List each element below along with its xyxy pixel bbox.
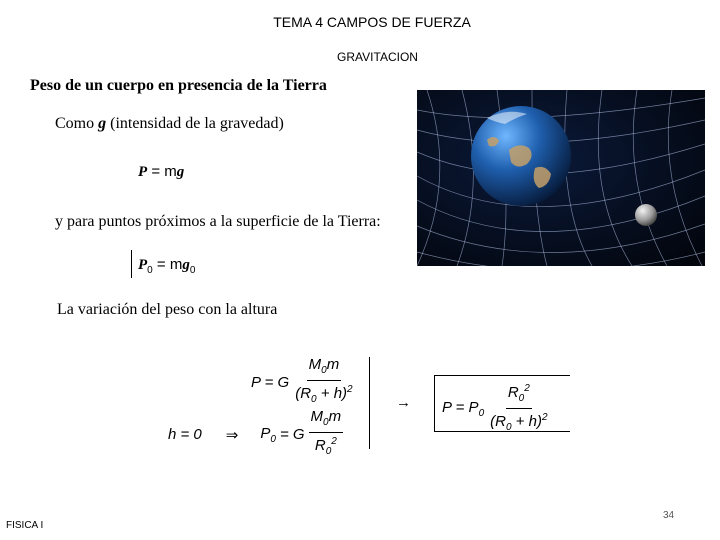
- altitude-den-sub: 0: [311, 394, 317, 405]
- limit-den-sup: 2: [331, 436, 337, 447]
- limit-num-M: M: [310, 408, 324, 425]
- limit-lhs-p: P: [260, 424, 271, 442]
- result-fraction: [488, 381, 549, 436]
- weight-g-symbol: g: [176, 164, 185, 180]
- variation-line: La variación del peso con la altura: [57, 301, 278, 318]
- altitude-lhs: P = G: [251, 374, 290, 391]
- earth-moon-illustration: [417, 90, 705, 266]
- footer-course: FISICA I: [6, 520, 44, 531]
- altitude-num-sub: 0: [321, 365, 327, 376]
- result-den-sub: 0: [505, 422, 512, 433]
- limit-lhs: [260, 425, 276, 445]
- surface-weight-symbol: P: [138, 257, 148, 273]
- weight-equation: [138, 163, 184, 181]
- gravity-line-prefix: Como: [55, 115, 95, 132]
- limit-lhs-sub: 0: [270, 433, 276, 445]
- altitude-numerator: [307, 357, 342, 381]
- limit-fraction: [309, 409, 344, 460]
- result-den-close: + h): [511, 413, 542, 430]
- surface-g-symbol: g: [182, 257, 190, 273]
- surface-weight-equation: [138, 256, 195, 276]
- result-den-open: (R: [490, 413, 506, 430]
- gravity-line-suffix: (intensidad de la gravedad): [110, 115, 284, 132]
- page-subtitle: GRAVITACION: [337, 50, 418, 64]
- altitude-num-M: M: [308, 356, 322, 373]
- result-arrow: →: [396, 394, 411, 411]
- limit-num-m: m: [328, 408, 342, 425]
- implies-symbol: ⇒: [225, 426, 239, 444]
- result-numerator: [506, 381, 532, 409]
- result-lhs: [442, 399, 484, 419]
- result-den-sup: 2: [541, 412, 548, 423]
- altitude-weight-equation: [251, 357, 355, 408]
- result-num-R: R: [507, 384, 519, 401]
- result-equation: [442, 381, 550, 436]
- limit-num-sub: 0: [323, 417, 329, 428]
- surface-line: y para puntos próximos a la superficie de la Tierra:: [55, 213, 381, 230]
- limit-condition: h = 0: [168, 426, 202, 443]
- altitude-den-close: + h): [316, 385, 348, 402]
- surface-equals-m: = m: [156, 256, 183, 273]
- moon-globe: [635, 204, 657, 226]
- limit-denominator: [313, 433, 339, 460]
- gravity-intensity-line: [55, 115, 284, 133]
- equation-divider: [369, 357, 370, 449]
- result-num-sup: 2: [524, 383, 530, 394]
- limit-numerator: [309, 409, 344, 433]
- earth-moon-svg: [417, 90, 705, 266]
- altitude-den-sup: 2: [347, 384, 353, 395]
- gravity-symbol: g: [98, 115, 107, 132]
- altitude-den-open: (R: [295, 385, 312, 402]
- limit-den-R: R: [314, 437, 326, 454]
- weight-symbol: P: [138, 164, 148, 180]
- altitude-denominator: [293, 381, 354, 408]
- section-heading: Peso de un cuerpo en presencia de la Tierra: [30, 77, 327, 94]
- surface-limit-equation: [168, 409, 343, 460]
- equation-bar: [131, 250, 132, 278]
- weight-equals-m: = m: [151, 163, 177, 180]
- altitude-fraction: [293, 357, 354, 408]
- result-num-sub: 0: [518, 393, 525, 404]
- surface-weight-sub: 0: [147, 265, 153, 276]
- page-number: 34: [663, 510, 675, 521]
- result-lhs-sub: 0: [478, 407, 485, 419]
- surface-g-sub: 0: [189, 265, 196, 276]
- page-title: TEMA 4 CAMPOS DE FUERZA: [273, 14, 471, 30]
- result-lhs-text: P = P: [442, 398, 479, 416]
- limit-equals-g: = G: [279, 426, 305, 443]
- altitude-num-m: m: [326, 356, 340, 373]
- result-denominator: [488, 409, 549, 436]
- limit-den-sub: 0: [325, 446, 332, 457]
